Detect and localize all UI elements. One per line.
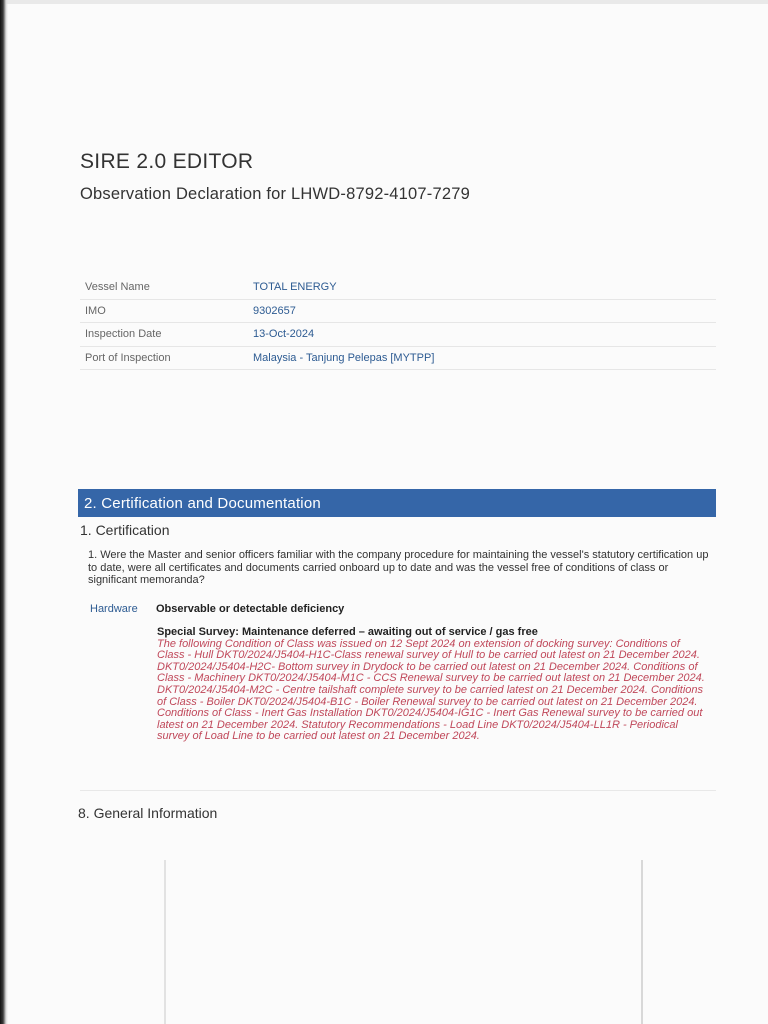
vessel-info-table — [80, 276, 716, 370]
info-value: 9302657 — [253, 304, 296, 317]
page-title: SIRE 2.0 EDITOR — [80, 150, 254, 173]
general-info-title: 8. General Information — [78, 805, 218, 821]
scan-artifact-line — [641, 860, 643, 1024]
info-value: 13-Oct-2024 — [253, 328, 315, 341]
scan-top-edge — [0, 0, 768, 4]
section-title: 2. Certification and Documentation — [84, 494, 321, 512]
observation-type: Hardware — [90, 603, 138, 615]
info-row-inspection-date — [80, 323, 716, 347]
observation-heading: Special Survey: Maintenance deferred – awaiting out of service / gas free — [157, 626, 538, 638]
section-divider — [80, 790, 716, 791]
info-value: Malaysia - Tanjung Pelepas [MYTPP] — [253, 351, 435, 364]
section-header-bar — [78, 489, 716, 517]
subsection-title: 1. Certification — [80, 522, 170, 538]
scan-left-edge — [0, 0, 8, 1024]
info-label: Port of Inspection — [85, 351, 171, 364]
observation-description: Observable or detectable deficiency — [156, 603, 345, 615]
info-row-port — [80, 347, 716, 371]
info-row-imo — [80, 300, 716, 324]
info-label: Vessel Name — [85, 281, 150, 294]
scan-artifact-line — [164, 860, 166, 1024]
observation-detail — [157, 627, 705, 743]
observation-text: The following Condition of Class was issued on 12 Sept 2024 on extension of docking survey: Conditions of Class - Hull DKT0/2024/J5404-H1C-Class renewal survey of Hull to be carried out latest on 21 December 2024. DKT0/2024/J5404-H2C- Bottom survey in Drydock to be carried out latest on 21 December 2024. Conditions of Class - Machinery DKT0/2024/J5404-M1C - CCS Renewal survey to be carried out latest on 21 December 2024. DKT0/2024/J5404-M2C - Centre tailshaft complete survey to be carried latest on 21 December 2024. Conditions of Class - Boiler DKT0/2024/J5404-B1C - Boiler Renewal survey to be carried out latest on 21 December 2024. Conditions of Class - Inert Gas Installation DKT0/2024/J5404-IG1C - Inert Gas Renewal survey to be carried out latest on 21 December 2024. Statutory Recommendations - Load Line DKT0/2024/J5404-LL1R - Periodical survey of Load Line to be carried out latest on 21 December 2024. — [157, 637, 705, 743]
info-label: IMO — [85, 304, 106, 317]
page-subtitle: Observation Declaration for LHWD-8792-4107-7279 — [80, 185, 471, 203]
info-value: TOTAL ENERGY — [253, 281, 337, 294]
info-label: Inspection Date — [85, 328, 162, 341]
question-text: 1. Were the Master and senior officers familiar with the company procedure for maintaining the vessel's statutory certification up to date, were all certificates and documents carried onboard up to date and was the vessel free of conditions of class or significant memoranda? — [88, 549, 709, 586]
observation-row — [90, 603, 716, 615]
info-row-vessel-name — [80, 276, 716, 300]
